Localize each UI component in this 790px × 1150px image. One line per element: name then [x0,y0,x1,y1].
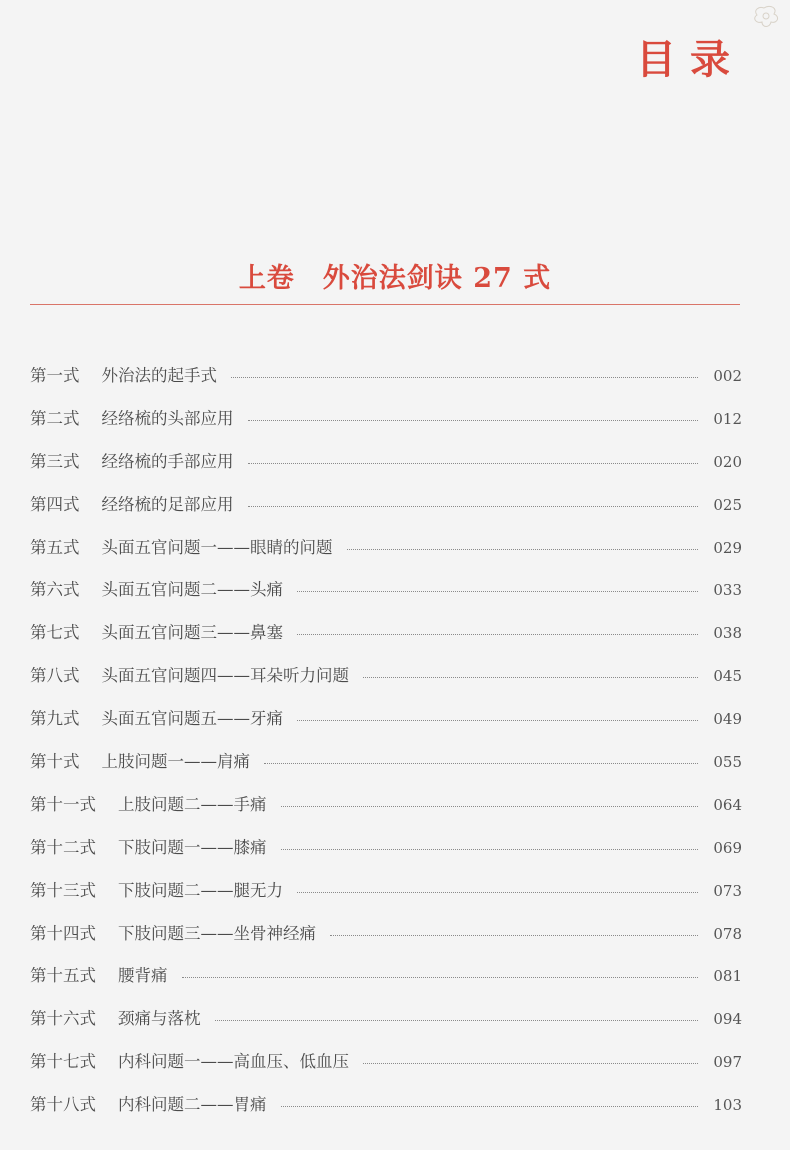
entry-title: 外治法的起手式 [101,366,217,385]
entry-title: 经络梳的足部应用 [101,494,234,514]
entry-title: 下肢问题二——腿无力 [118,880,283,900]
toc-entry[interactable] [30,491,742,534]
entry-number: 第七式 [30,623,80,643]
dot-leader [281,806,699,807]
dot-leader [248,463,699,464]
dot-leader [281,1106,699,1107]
entry-page: 049 [713,710,742,729]
dot-leader [248,506,699,507]
entry-title: 腰背痛 [118,966,168,986]
entry-page: 029 [713,538,742,557]
entry-number: 第十式 [30,752,80,772]
entry-page: 081 [713,967,742,986]
entry-title: 头面五官问题四——耳朵听力问题 [101,666,349,686]
dot-leader [215,1020,699,1021]
entry-page: 097 [713,1053,742,1072]
entry-number: 第九式 [30,709,80,729]
entry-number: 第三式 [30,451,80,471]
entry-page: 038 [713,624,742,643]
entry-title: 颈痛与落枕 [118,1009,201,1029]
dot-leader [297,720,698,721]
entry-title: 上肢问题二——手痛 [118,794,267,814]
flower-ornament-icon [744,4,784,32]
entry-number: 第十四式 [30,923,96,943]
toc-entry[interactable] [30,920,742,963]
entry-number: 第十六式 [30,1009,96,1029]
toc-entry[interactable] [30,705,742,748]
entry-page: 020 [713,452,742,471]
toc-entry[interactable] [30,877,742,920]
dot-leader [297,591,698,592]
entry-number: 第十五式 [30,966,96,986]
entry-title: 经络梳的头部应用 [101,408,234,428]
entry-page: 064 [713,795,742,814]
entry-number: 第十八式 [30,1095,96,1115]
entry-page: 078 [713,924,742,943]
toc-entry[interactable] [30,1048,742,1091]
entry-number: 第四式 [30,494,80,514]
toc-list [30,362,742,1134]
toc-entry[interactable] [30,362,742,405]
entry-page: 012 [713,409,742,428]
dot-leader [248,420,699,421]
toc-entry[interactable] [30,791,742,834]
entry-page: 073 [713,881,742,900]
toc-entry[interactable] [30,619,742,662]
entry-number: 第十一式 [30,794,96,814]
dot-leader [264,763,698,764]
entry-page: 045 [713,667,742,686]
entry-number: 第六式 [30,580,80,600]
dot-leader [347,549,699,550]
entry-page: 069 [713,838,742,857]
entry-title: 内科问题一——高血压、低血压 [118,1052,349,1072]
part-divider [30,304,740,305]
entry-title: 内科问题二——胃痛 [118,1095,267,1115]
toc-entry[interactable] [30,834,742,877]
entry-page: 055 [713,753,742,772]
dot-leader [231,377,698,378]
entry-number: 第一式 [30,366,80,385]
toc-entry[interactable] [30,576,742,619]
toc-entry[interactable] [30,1091,742,1134]
entry-number: 第十三式 [30,880,96,900]
toc-entry[interactable] [30,962,742,1005]
entry-number: 第五式 [30,537,80,557]
dot-leader [297,892,698,893]
entry-page: 002 [713,367,742,385]
entry-page: 033 [713,581,742,600]
dot-leader [182,977,699,978]
toc-entry[interactable] [30,662,742,705]
toc-entry[interactable] [30,405,742,448]
entry-title: 下肢问题一——膝痛 [118,837,267,857]
dot-leader [363,1063,698,1064]
entry-number: 第八式 [30,666,80,686]
entry-number: 第十七式 [30,1052,96,1072]
entry-title: 上肢问题一——肩痛 [101,752,250,772]
entry-number: 第二式 [30,408,80,428]
toc-entry[interactable] [30,534,742,577]
entry-title: 头面五官问题二——头痛 [101,580,283,600]
dot-leader [281,849,699,850]
part-title: 上卷 外治法剑诀 27 式 [238,263,552,294]
toc-heading: 目录 [636,36,744,83]
entry-title: 头面五官问题一——眼睛的问题 [101,537,333,557]
toc-entry[interactable] [30,1005,742,1048]
dot-leader [363,677,698,678]
entry-page: 025 [713,495,742,514]
toc-entry[interactable] [30,748,742,791]
dot-leader [297,634,698,635]
entry-title: 头面五官问题五——牙痛 [101,709,283,729]
toc-entry[interactable] [30,448,742,491]
entry-title: 头面五官问题三——鼻塞 [101,623,283,643]
dot-leader [330,935,698,936]
entry-title: 经络梳的手部应用 [101,451,234,471]
entry-page: 103 [713,1096,742,1115]
entry-title: 下肢问题三——坐骨神经痛 [118,923,316,943]
entry-number: 第十二式 [30,837,96,857]
entry-page: 094 [713,1010,742,1029]
